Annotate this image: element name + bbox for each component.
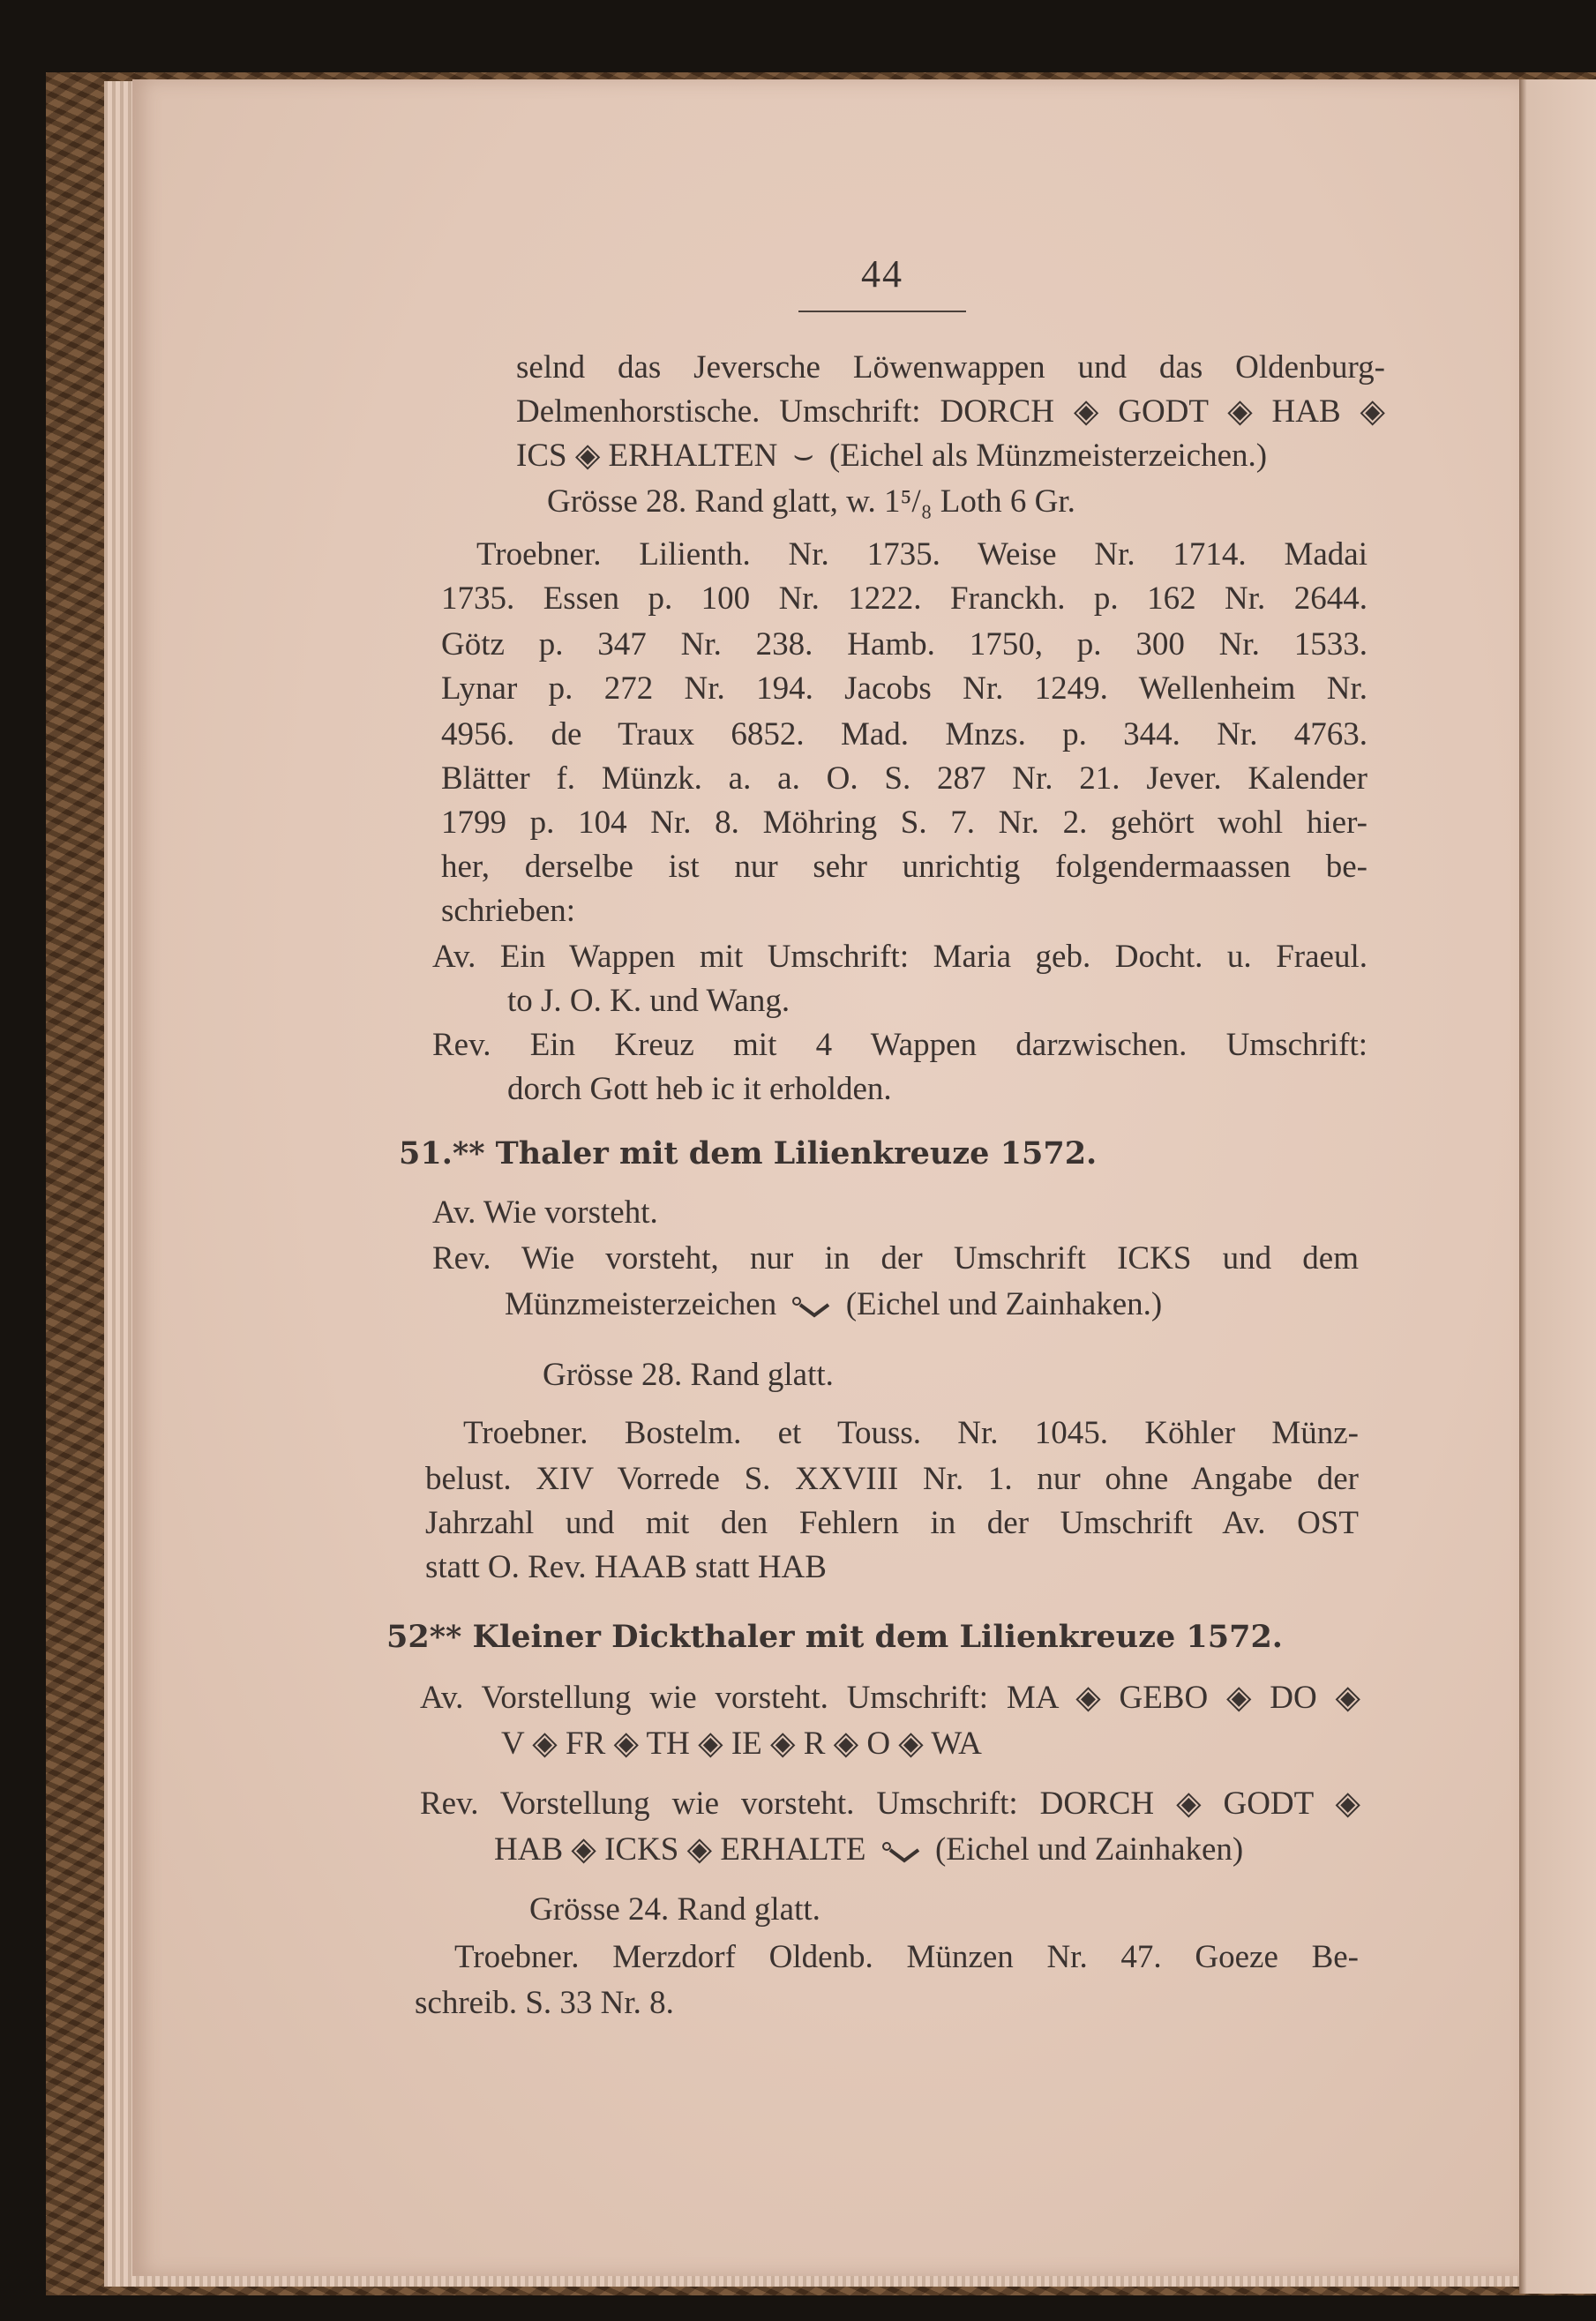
acorn-and-hook-icon [784,1292,837,1322]
text-line: selnd das Jeversche Löwenwappen und das Oldenburg- [516,349,1385,386]
text-line: Delmenhorstische. Umschrift: DORCH ◈ GODT ◈ HAB ◈ [516,393,1385,430]
text-line: Grösse 28. Rand glatt, w. 1⁵/₈ Loth 6 Gr. [547,483,1075,520]
text-line: to J. O. K. und Wang. [507,983,791,1019]
text-line: schreib. S. 33 Nr. 8. [415,1985,674,2021]
facing-page-edge [1519,79,1596,2294]
text-line: Götz p. 347 Nr. 238. Hamb. 1750, p. 300 Nr. 1533. [441,626,1367,663]
text-line: her, derselbe ist nur sehr unrichtig folgendermaassen be- [441,849,1367,885]
text-line: Grösse 28. Rand glatt. [543,1357,834,1393]
text-line: Blätter f. Münzk. a. a. O. S. 287 Nr. 21. Jever. Kalender [441,760,1367,797]
text-line: Troebner. Merzdorf Oldenb. Münzen Nr. 47. Goeze Be- [454,1939,1359,1975]
mint-mark-label: Münzmeisterzeichen [505,1286,777,1322]
text-line: Lynar p. 272 Nr. 194. Jacobs Nr. 1249. Wellenheim Nr. [441,670,1367,707]
text-line: Troebner. Lilienth. Nr. 1735. Weise Nr. 1714. Madai [476,536,1367,573]
text-line: Av. Vorstellung wie vorsteht. Umschrift: MA ◈ GEBO ◈ DO ◈ [420,1680,1360,1716]
acorn-mark-icon: ⌣ [792,438,814,474]
text-line [494,1833,1243,1868]
text-line: Rev. Vorstellung wie vorsteht. Umschrift: DORCH ◈ GODT ◈ [420,1786,1360,1822]
legend-note: (Eichel als Münzmeisterzeichen.) [828,438,1268,474]
acorn-and-hook-icon [874,1838,927,1868]
page-number: 44 [861,252,903,296]
text-line: statt O. Rev. HAAB statt HAB [425,1549,827,1585]
text-line: 1799 p. 104 Nr. 8. Möhring S. 7. Nr. 2. gehört wohl hier- [441,805,1367,841]
text-line: Av. Ein Wappen mit Umschrift: Maria geb. Docht. u. Fraeul. [432,939,1367,975]
mint-mark-note: (Eichel und Zainhaken.) [845,1286,1163,1322]
text-line: Rev. Ein Kreuz mit 4 Wappen darzwischen. Umschrift: [432,1027,1367,1063]
text-line: schrieben: [441,893,576,929]
page-number-rule [798,311,966,312]
text-line [505,1288,1162,1322]
legend-text: ICS ◈ ERHALTEN [516,438,778,474]
text-line: Av. Wie vorsteht. [432,1194,658,1231]
text-line: 1735. Essen p. 100 Nr. 1222. Franckh. p. 162 Nr. 2644. [441,580,1367,617]
entry-heading-52: 52** Kleiner Dickthaler mit dem Lilienkreuze 1572. [386,1619,1283,1655]
text-line [516,439,1267,472]
entry-heading-51: 51.** Thaler mit dem Lilienkreuze 1572. [399,1135,1098,1172]
text-line: Grösse 24. Rand glatt. [529,1891,820,1928]
text-line: V ◈ FR ◈ TH ◈ IE ◈ R ◈ O ◈ WA [501,1726,982,1762]
legend-text: HAB ◈ ICKS ◈ ERHALTE [494,1831,866,1868]
text-line: belust. XIV Vorrede S. XXVIII Nr. 1. nur ohne Angabe der [425,1461,1359,1497]
mint-mark-note: (Eichel und Zainhaken) [934,1831,1244,1868]
text-line: Rev. Wie vorsteht, nur in der Umschrift ICKS und dem [432,1240,1359,1277]
text-line: Jahrzahl und mit den Fehlern in der Umschrift Av. OST [425,1505,1359,1541]
text-line: dorch Gott heb ic it erholden. [507,1071,892,1107]
text-line: 4956. de Traux 6852. Mad. Mnzs. p. 344. Nr. 4763. [441,716,1367,752]
text-line: Troebner. Bostelm. et Touss. Nr. 1045. Köhler Münz- [463,1415,1359,1451]
